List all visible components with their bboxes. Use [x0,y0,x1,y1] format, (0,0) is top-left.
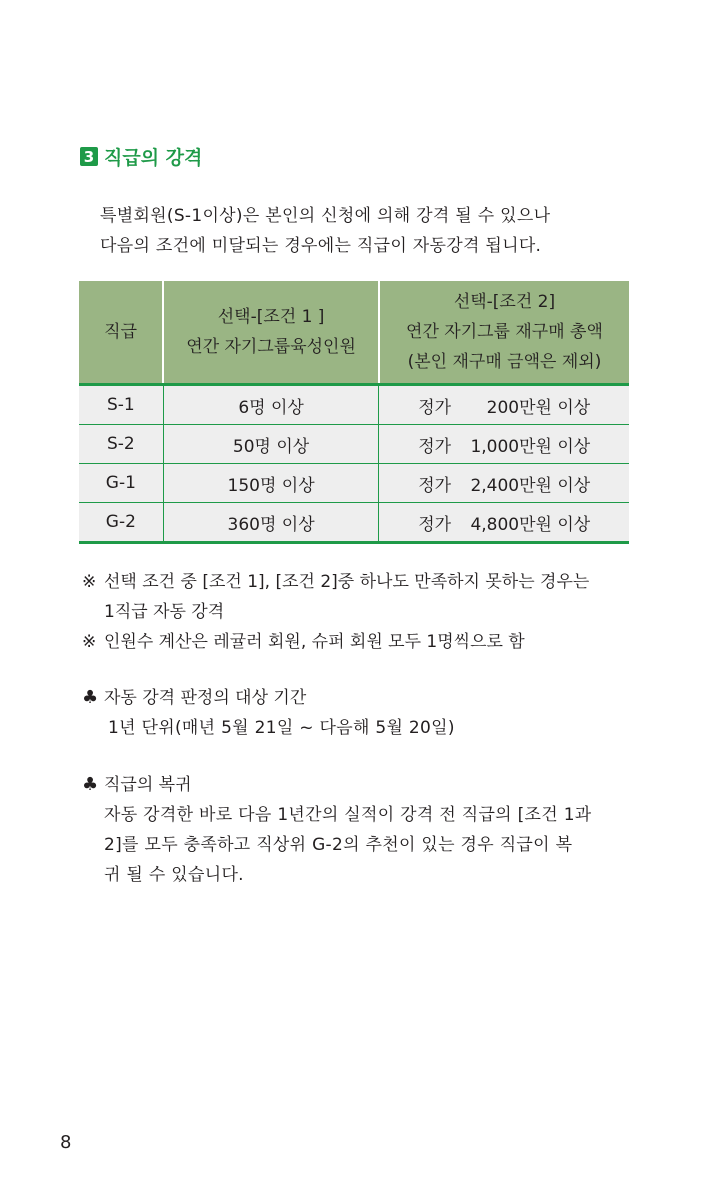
note-1: ※ 선택 조건 중 [조건 1], [조건 2]중 하나도 만족하지 못하는 경우는 1직급 자동 강격 [82,567,642,627]
restore-body: 자동 강격한 바로 다음 1년간의 실적이 강격 전 직급의 [조건 1과 2]를 모두 충족하고 직상위 G-2의 추천이 있는 경우 직급이 복 귀 될 수 있습니다. [104,805,592,885]
section-number-badge: 3 [80,147,98,166]
intro-line: 다음의 조건에 미달되는 경우에는 직급이 자동강격 됩니다. [100,236,542,256]
amount-cell: 정가 200만원 이상 [379,385,629,425]
grade-cell: G-2 [79,503,163,543]
page-number: 8 [60,1132,72,1153]
grade-cell: G-1 [79,464,163,503]
header-condition-2: 선택-[조건 2] 연간 자기그룹 재구매 총액 (본인 재구매 금액은 제외) [379,281,629,385]
note-2: ※ 인원수 계산은 레귤러 회원, 슈퍼 회원 모두 1명씩으로 함 [82,627,642,657]
section-title [80,143,202,170]
grade-condition-table [79,281,629,544]
intro-paragraph [100,201,620,261]
period-block [82,683,642,743]
club-bullet-icon: ♣ [82,774,99,795]
table-header-row [79,281,629,385]
members-cell: 360명 이상 [163,503,379,543]
members-cell: 150명 이상 [163,464,379,503]
club-bullet-icon: ♣ [82,687,99,708]
table-row [79,385,629,425]
table-row [79,464,629,503]
members-cell: 50명 이상 [163,425,379,464]
restore-title: 직급의 복귀 [104,775,192,795]
table-row [79,425,629,464]
intro-line: 특별회원(S-1이상)은 본인의 신청에 의해 강격 될 수 있으나 [100,206,551,226]
header-condition-1: 선택-[조건 1 ] 연간 자기그룹육성인원 [163,281,379,385]
amount-cell: 정가 4,800만원 이상 [379,503,629,543]
members-cell: 6명 이상 [163,385,379,425]
table-row [79,503,629,543]
header-grade: 직급 [79,281,163,385]
reference-mark-icon: ※ [82,572,97,592]
table-notes [82,567,642,657]
amount-cell: 정가 2,400만원 이상 [379,464,629,503]
period-body: 1년 단위(매년 5월 21일 ~ 다음해 5월 20일) [108,718,455,738]
restore-block [82,770,642,890]
grade-cell: S-1 [79,385,163,425]
grade-cell: S-2 [79,425,163,464]
section-title-text: 직급의 강격 [104,147,203,169]
amount-cell: 정가 1,000만원 이상 [379,425,629,464]
reference-mark-icon: ※ [82,632,97,652]
period-title: 자동 강격 판정의 대상 기간 [104,688,307,708]
